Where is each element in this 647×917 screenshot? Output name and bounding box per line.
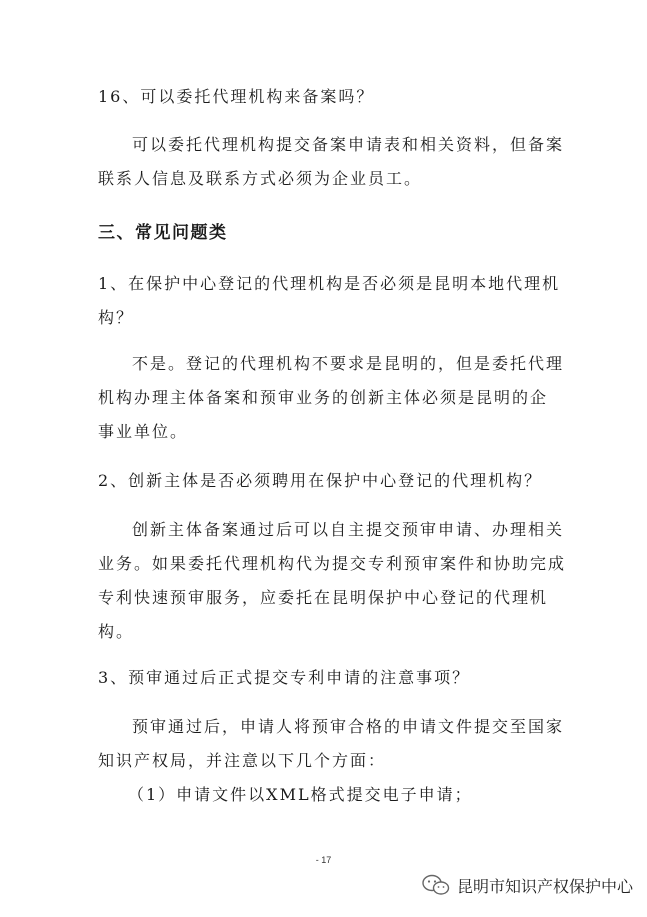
- answer-2-line-4: 构。: [98, 622, 135, 641]
- question-3: [98, 661, 550, 695]
- question-3-text: 3、预审通过后正式提交专利申请的注意事项？: [98, 668, 471, 687]
- answer-1-line-2: 机构办理主体备案和预审业务的创新主体必须是昆明的企: [98, 388, 549, 407]
- question-16-text: 16、可以委托代理机构来备案吗？: [98, 87, 375, 106]
- watermark-text: 昆明市知识产权保护中心: [456, 876, 633, 896]
- answer-3-line-2: 知识产权局，并注意以下几个方面：: [98, 751, 387, 770]
- answer-16-line-2: 联系人信息及联系方式必须为企业员工。: [98, 169, 423, 188]
- question-1: [98, 267, 561, 335]
- watermark: [421, 873, 633, 897]
- question-16: [98, 80, 550, 114]
- answer-1-line-3: 事业单位。: [98, 422, 189, 441]
- answer-3-line-1: 预审通过后，申请人将预审合格的申请文件提交至国家: [132, 717, 565, 736]
- wechat-icon: [421, 873, 451, 897]
- question-2-text: 2、创新主体是否必须聘用在保护中心登记的代理机构？: [98, 471, 543, 490]
- question-1-line-2: 构？: [98, 308, 135, 327]
- answer-3-item-1: （1）申请文件以XML格式提交电子申请；: [128, 785, 473, 804]
- answer-16: [98, 128, 565, 196]
- question-1-line-1: 1、在保护中心登记的代理机构是否必须是昆明本地代理机: [98, 274, 561, 293]
- question-2: [98, 464, 550, 498]
- answer-2-line-1: 创新主体备案通过后可以自主提交预审申请、办理相关: [132, 520, 565, 539]
- answer-2: [98, 513, 567, 649]
- answer-2-line-2: 业务。如果委托代理机构代为提交专利预审案件和协助完成: [98, 554, 567, 573]
- answer-16-line-1: 可以委托代理机构提交备案申请表和相关资料，但备案: [132, 135, 565, 154]
- page-number: - 17: [315, 855, 332, 865]
- answer-3: [98, 710, 565, 812]
- answer-2-line-3: 专利快速预审服务，应委托在昆明保护中心登记的代理机: [98, 588, 549, 607]
- answer-1-line-1: 不是。登记的代理机构不要求是昆明的，但是委托代理: [132, 354, 565, 373]
- answer-1: [98, 347, 565, 449]
- section-heading-3: 三、常见问题类: [98, 223, 228, 243]
